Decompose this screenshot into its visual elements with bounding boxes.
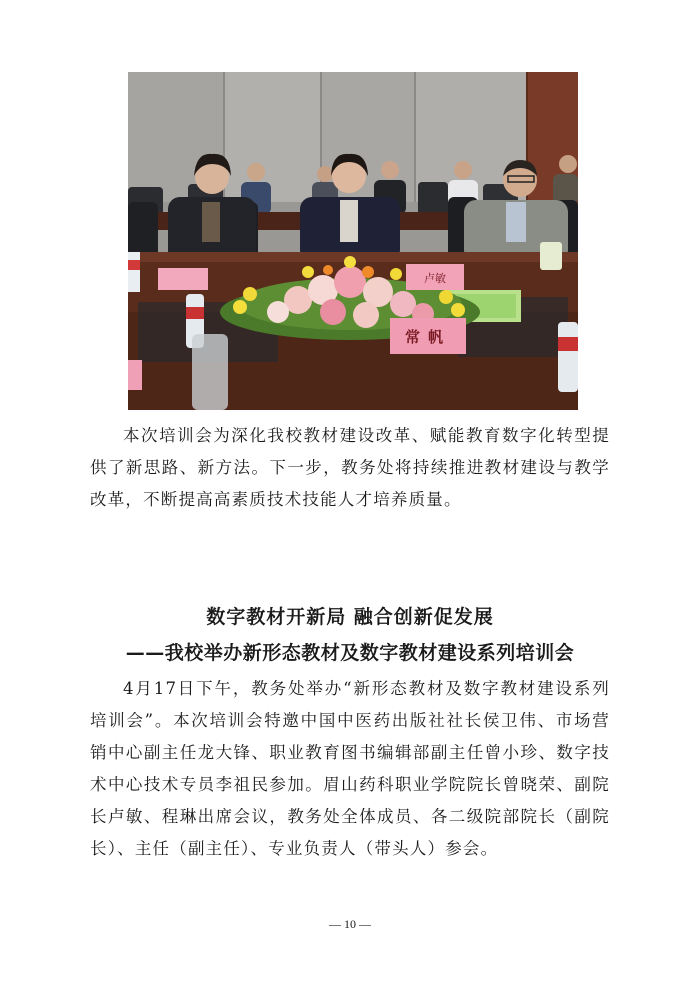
article-subtitle: ——我校举办新形态教材及数字教材建设系列培训会: [125, 642, 575, 664]
paragraph-conclusion: 本次培训会为深化我校教材建设改革、赋能教育数字化转型提供了新思路、新方法。下一步，教务处将持续推进教材建设与教学改革，不断提高高素质技术技能人才培养质量。: [90, 426, 610, 509]
paragraph-intro: 4月17日下午，教务处举办“新形态教材及数字教材建设系列培训会”。本次培训会特邀中国中医药出版社社长侯卫伟、市场营销中心副主任龙大锋、职业教育图书编辑部副主任曾小珍、数字技术中心技术专员李祖民参加。眉山药科职业学院院长曾晓荣、副院长卢敏、程琳出席会议，教务处全体成员、各二级院部院长（副院长）、主任（副主任）、专业负责人（带头人）参会。: [90, 679, 610, 858]
name-card-changfan: 常帆: [404, 328, 452, 346]
name-card-lumin: 卢敏: [424, 272, 446, 285]
meeting-photo: [128, 72, 578, 410]
page-number: — 10 —: [329, 917, 371, 931]
article-title: 数字教材开新局 融合创新促发展: [206, 606, 494, 628]
